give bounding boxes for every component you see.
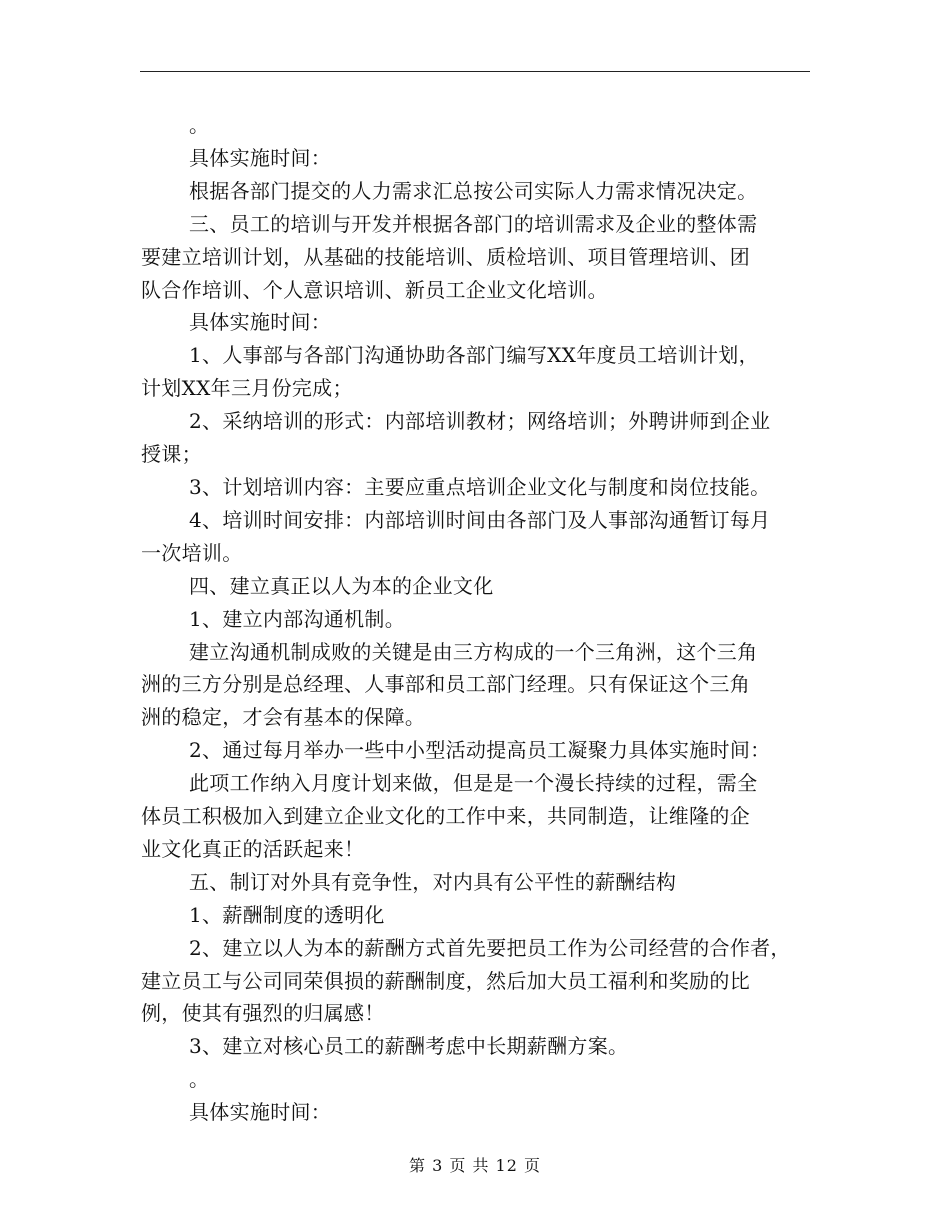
text-line: 洲的三方分别是总经理、人事部和员工部门经理。只有保证这个三角 (141, 672, 750, 697)
text-line: 业文化真正的活跃起来！ (141, 836, 365, 861)
text-line: 3、计划培训内容：主要应重点培训企业文化与制度和岗位技能。 (189, 474, 771, 499)
text-line: 4、培训时间安排：内部培训时间由各部门及人事部沟通暂订每月 (189, 507, 771, 532)
text-line: 1、建立内部沟通机制。 (189, 606, 406, 631)
text-line: 此项工作纳入月度计划来做，但是是一个漫长持续的过程，需全 (189, 771, 758, 796)
text-line: 建立员工与公司同荣俱损的薪酬制度，然后加大员工福利和奖励的比 (141, 968, 750, 993)
text-line: 具体实施时间： (189, 1100, 332, 1125)
text-line: 三、员工的培训与开发并根据各部门的培训需求及企业的整体需 (189, 211, 758, 236)
text-line: 。 (189, 1067, 210, 1092)
page-footer: 第 3 页 共 12 页 (409, 1156, 541, 1175)
text-line: 授课； (141, 442, 202, 467)
text-line: 具体实施时间： (189, 145, 332, 170)
text-line: 建立沟通机制成败的关键是由三方构成的一个三角洲，这个三角 (189, 639, 758, 664)
text-line: 2、建立以人为本的薪酬方式首先要把员工作为公司经营的合作者， (189, 935, 791, 960)
text-line: 2、采纳培训的形式：内部培训教材；网络培训；外聘讲师到企业 (189, 409, 771, 434)
text-line: 1、人事部与各部门沟通协助各部门编写XX年度员工培训计划， (189, 343, 759, 368)
document-body (141, 109, 813, 1129)
text-line: 。 (189, 113, 210, 137)
text-line: 洲的稳定，才会有基本的保障。 (141, 705, 426, 730)
text-line: 1、薪酬制度的透明化 (189, 902, 385, 927)
text-line: 要建立培训计划，从基础的技能培训、质检培训、项目管理培训、团 (141, 244, 750, 269)
header-rule (140, 71, 810, 72)
text-line: 例，使其有强烈的归属感！ (141, 1001, 385, 1026)
text-line: 具体实施时间： (189, 310, 332, 335)
text-line: 计划XX年三月份完成； (141, 376, 353, 401)
text-line: 根据各部门提交的人力需求汇总按公司实际人力需求情况决定。 (189, 178, 758, 203)
text-line: 2、通过每月举办一些中小型活动提高员工凝聚力具体实施时间： (189, 738, 771, 763)
text-line: 队合作培训、个人意识培训、新员工企业文化培训。 (141, 277, 608, 302)
text-line: 五、制订对外具有竞争性，对内具有公平性的薪酬结构 (189, 869, 677, 894)
text-line: 一次培训。 (141, 540, 243, 565)
text-line: 3、建立对核心员工的薪酬考虑中长期薪酬方案。 (189, 1034, 629, 1059)
text-line: 体员工积极加入到建立企业文化的工作中来，共同制造，让维隆的企 (141, 804, 750, 829)
text-line: 四、建立真正以人为本的企业文化 (189, 573, 494, 598)
